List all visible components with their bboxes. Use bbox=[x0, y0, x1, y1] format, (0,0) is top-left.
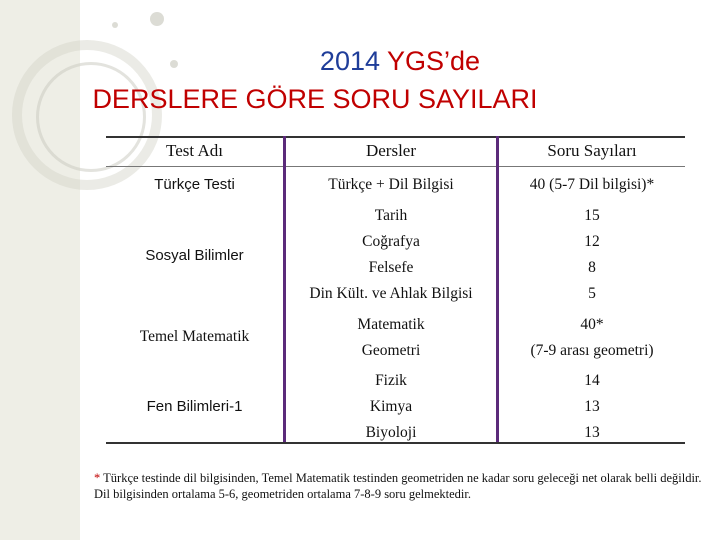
row-subject: Kimya bbox=[369, 398, 413, 415]
row-count: 15 bbox=[584, 207, 600, 224]
row-count: 5 bbox=[588, 285, 596, 302]
row-subject: Türkçe + Dil Bilgisi bbox=[328, 176, 454, 193]
row-count: 12 bbox=[584, 233, 600, 250]
row-subject: Fizik bbox=[375, 372, 407, 389]
row-count: 14 bbox=[584, 372, 600, 389]
header-question-counts: Soru Sayıları bbox=[547, 141, 637, 160]
header-subjects: Dersler bbox=[365, 141, 417, 160]
row-count: (7-9 arası geometri) bbox=[530, 342, 654, 359]
title-year: 2014 bbox=[319, 46, 380, 76]
row-subject: Felsefe bbox=[368, 259, 414, 276]
row-subject: Geometri bbox=[361, 342, 421, 359]
row-subject: Din Kült. ve Ahlak Bilgisi bbox=[309, 285, 473, 302]
row-subject: Matematik bbox=[357, 316, 425, 333]
row-test-name: Sosyal Bilimler bbox=[145, 247, 244, 264]
header-test-name: Test Adı bbox=[166, 141, 223, 160]
title-line2: DERSLERE GÖRE SORU SAYILARI bbox=[92, 84, 538, 114]
row-count: 40* bbox=[580, 316, 604, 333]
footnote bbox=[94, 470, 704, 502]
footnote-star: * bbox=[94, 471, 101, 485]
decorative-dot bbox=[112, 22, 118, 28]
row-count: 40 (5-7 Dil bilgisi)* bbox=[529, 176, 655, 193]
row-count: 13 bbox=[584, 398, 600, 415]
decorative-dot bbox=[150, 12, 164, 26]
row-test-name: Fen Bilimleri-1 bbox=[146, 398, 243, 415]
title-line1-rest: YGS’de bbox=[380, 46, 481, 76]
row-subject: Coğrafya bbox=[362, 233, 420, 250]
row-count: 8 bbox=[588, 259, 596, 276]
row-test-name: Türkçe Testi bbox=[154, 176, 235, 193]
page-title bbox=[80, 42, 720, 118]
row-subject: Tarih bbox=[374, 207, 408, 224]
row-test-name: Temel Matematik bbox=[139, 328, 250, 345]
footnote-text: Türkçe testinde dil bilgisinden, Temel Matematik testinden geometriden ne kadar soru geleceği net olarak belli değildir. Dil bilgisinden ortalama 5-6, geometriden ortalama 7-8-9 soru gelmektedir. bbox=[94, 471, 702, 501]
row-subject: Biyoloji bbox=[365, 424, 417, 441]
table-header-rule bbox=[106, 166, 685, 167]
row-count: 13 bbox=[584, 424, 600, 441]
